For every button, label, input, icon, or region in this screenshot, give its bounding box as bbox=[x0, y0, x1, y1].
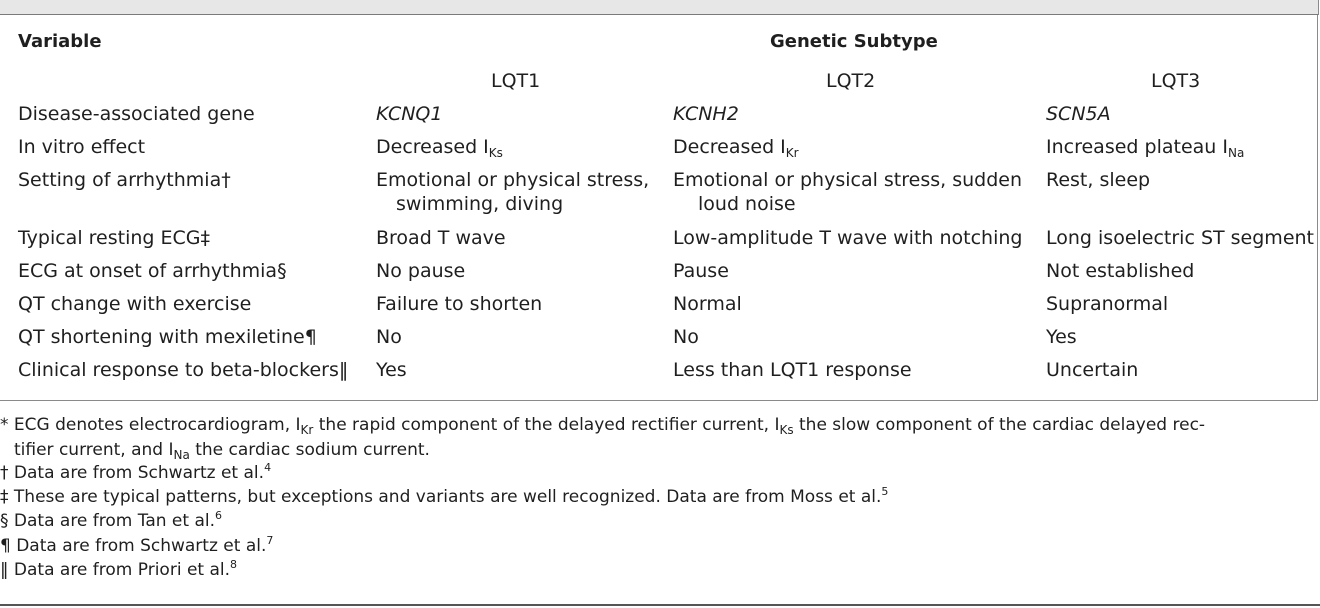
lqt3-ecg-onset: Not established bbox=[1046, 260, 1195, 282]
lqt1-gene: KCNQ1 bbox=[376, 103, 443, 125]
row-variable: Setting of arrhythmia† bbox=[18, 169, 231, 191]
lqt3-gene: SCN5A bbox=[1046, 103, 1111, 125]
row-variable: QT shortening with mexiletine¶ bbox=[18, 326, 317, 348]
lqt1-ecg-onset: No pause bbox=[376, 260, 466, 282]
subtype-lqt3: LQT3 bbox=[1151, 70, 1201, 92]
footnote-abbreviations-line1: * ECG denotes electrocardiogram, $I_{Kr}$ the rapid component of the delayed rectifier current, $I_{Ks}$ the slow component of the cardiac delayed rec- bbox=[0, 415, 1206, 437]
row-variable: QT change with exercise bbox=[18, 293, 252, 315]
lqt2-mexiletine: No bbox=[673, 326, 699, 348]
subtype-lqt2: LQT2 bbox=[826, 70, 876, 92]
footnote-pilcrow: ¶ Data are from Schwartz et al.$^7$ bbox=[0, 534, 274, 556]
genetic-subtype-table bbox=[0, 15, 1318, 401]
lqt2-qt-exercise: Normal bbox=[673, 293, 742, 315]
row-variable: Clinical response to beta-blockers‖ bbox=[18, 359, 349, 381]
footnote-double-dagger: ‡ These are typical patterns, but exceptions and variants are well recognized. Data are from Moss et al.$^5$ bbox=[0, 485, 889, 507]
footnote-abbreviations-line2: tifier current, and $I_{Na}$ the cardiac sodium current. bbox=[14, 440, 430, 462]
lqt1-setting-line1: Emotional or physical stress, bbox=[376, 169, 650, 191]
row-variable: Typical resting ECG‡ bbox=[18, 227, 210, 249]
header-genetic-subtype: Genetic Subtype bbox=[770, 31, 938, 52]
lqt2-gene: KCNH2 bbox=[673, 103, 739, 125]
lqt2-beta-blockers: Less than LQT1 response bbox=[673, 359, 912, 381]
lqt2-setting-line1: Emotional or physical stress, sudden bbox=[673, 169, 1023, 191]
lqt1-setting-line2: swimming, diving bbox=[396, 193, 564, 215]
bottom-rule bbox=[0, 604, 1320, 606]
lqt2-in-vitro-effect: Decreased $I_{Kr}$ bbox=[673, 136, 799, 160]
subtype-lqt1: LQT1 bbox=[491, 70, 541, 92]
lqt2-resting-ecg: Low-amplitude T wave with notching bbox=[673, 227, 1023, 249]
row-variable: In vitro effect bbox=[18, 136, 146, 158]
header-variable: Variable bbox=[18, 31, 102, 52]
footnote-section: § Data are from Tan et al.$^6$ bbox=[0, 509, 222, 531]
row-variable: Disease-associated gene bbox=[18, 103, 255, 125]
lqt3-resting-ecg: Long isoelectric ST segment bbox=[1046, 227, 1314, 249]
lqt3-mexiletine: Yes bbox=[1046, 326, 1077, 348]
lqt3-setting: Rest, sleep bbox=[1046, 169, 1151, 191]
lqt1-mexiletine: No bbox=[376, 326, 402, 348]
table-title-strip bbox=[0, 0, 1319, 15]
lqt1-resting-ecg: Broad T wave bbox=[376, 227, 506, 249]
lqt1-in-vitro-effect: Decreased $I_{Ks}$ bbox=[376, 136, 503, 160]
lqt1-beta-blockers: Yes bbox=[376, 359, 407, 381]
lqt3-in-vitro-effect: Increased plateau $I_{Na}$ bbox=[1046, 136, 1245, 160]
footnote-dagger: † Data are from Schwartz et al.$^4$ bbox=[0, 461, 272, 483]
lqt2-ecg-onset: Pause bbox=[673, 260, 729, 282]
lqt2-setting-line2: loud noise bbox=[698, 193, 796, 215]
lqt3-beta-blockers: Uncertain bbox=[1046, 359, 1139, 381]
lqt3-qt-exercise: Supranormal bbox=[1046, 293, 1169, 315]
lqt1-qt-exercise: Failure to shorten bbox=[376, 293, 543, 315]
footnote-double-bar: ‖ Data are from Priori et al.$^8$ bbox=[0, 558, 238, 580]
row-variable: ECG at onset of arrhythmia§ bbox=[18, 260, 287, 282]
